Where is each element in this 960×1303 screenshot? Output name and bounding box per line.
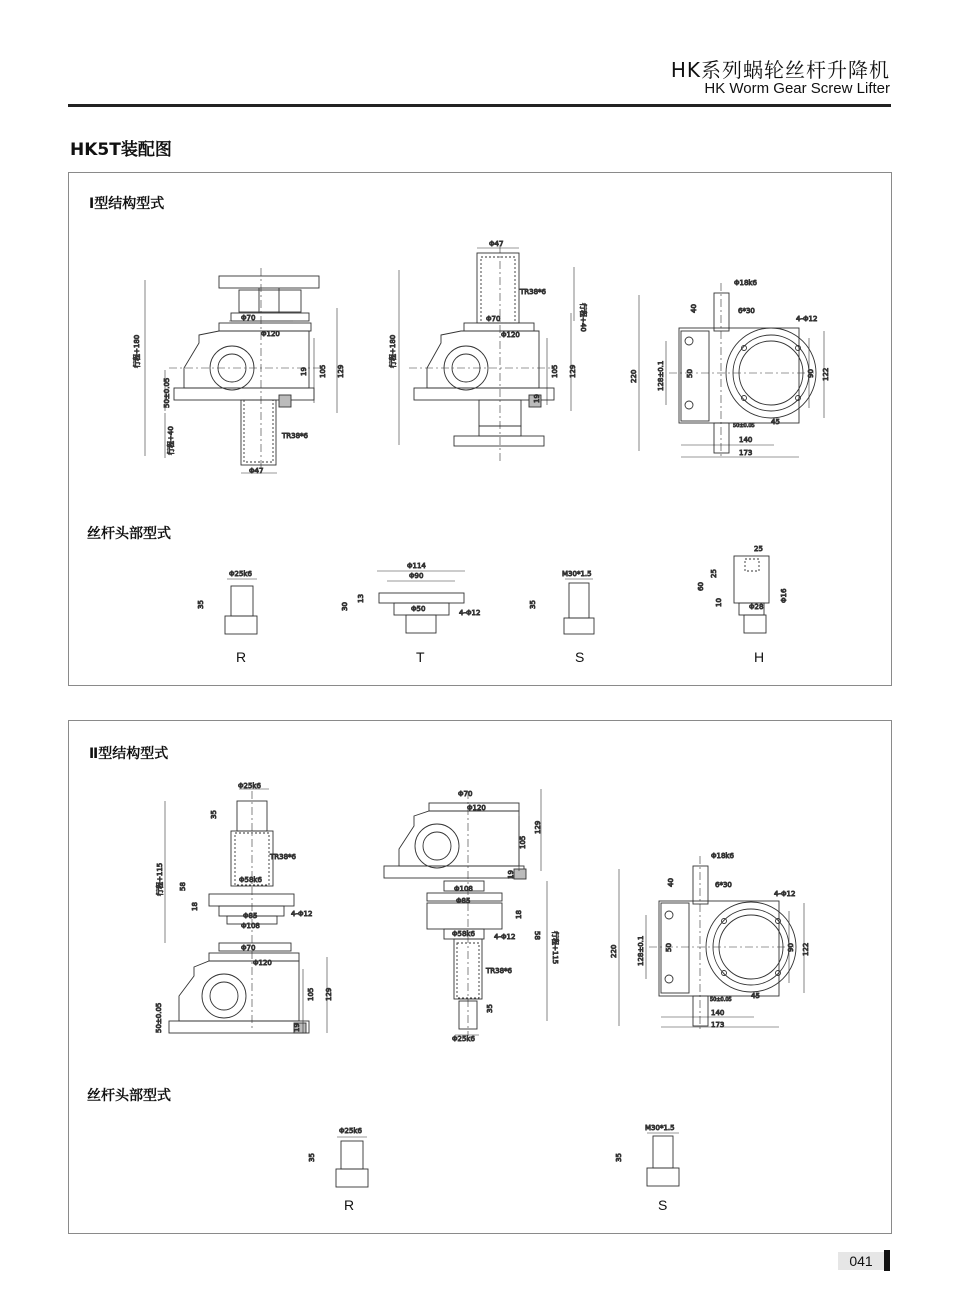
p2-r-35: 35 bbox=[308, 1153, 316, 1162]
p2-d1-phi25k6: Φ25k6 bbox=[238, 782, 261, 790]
p1-d2-19: 19 bbox=[533, 394, 541, 403]
head-s-drawing bbox=[529, 570, 594, 634]
p1-d3-90: 90 bbox=[807, 369, 815, 378]
p2-d3-45: 45 bbox=[751, 992, 760, 1000]
p1-d3-122: 122 bbox=[822, 367, 830, 381]
p2-r-phi: Φ25k6 bbox=[339, 1127, 362, 1135]
drawing-2b-side-view bbox=[384, 789, 560, 1043]
p2-d1-phi70: Φ70 bbox=[241, 944, 256, 952]
p1-d3-small: 50±0.05 bbox=[733, 423, 755, 429]
p2-d1-phi108: Φ108 bbox=[241, 922, 260, 930]
p2-d3-40: 40 bbox=[667, 878, 675, 887]
p2-d1-58: 58 bbox=[179, 882, 187, 891]
p2-d3-90: 90 bbox=[787, 943, 795, 952]
page-number-bar bbox=[884, 1250, 890, 1271]
p1-d1-129: 129 bbox=[337, 364, 345, 378]
p2-d1-129: 129 bbox=[325, 987, 333, 1001]
p1-t-30: 30 bbox=[341, 602, 349, 611]
p1-d2-stroke180: 行程+180 bbox=[389, 334, 397, 368]
p2-d3-phi18k6: Φ18k6 bbox=[711, 852, 734, 860]
p1-d3-deg: 6*30 bbox=[738, 307, 755, 315]
p1-s-35: 35 bbox=[529, 600, 537, 609]
p1-d3-173: 173 bbox=[739, 449, 753, 457]
p2-d3-deg: 6*30 bbox=[715, 881, 732, 889]
p2-d2-holes: 4-Φ12 bbox=[494, 933, 516, 941]
p2-d1-phi120: Φ120 bbox=[253, 959, 272, 967]
header-title-en: HK Worm Gear Screw Lifter bbox=[704, 80, 890, 97]
panel2-title: Ⅱ型结构型式 bbox=[89, 746, 169, 762]
p1-h-60: 60 bbox=[697, 582, 705, 591]
p1-d2-phi120: Φ120 bbox=[501, 331, 520, 339]
p2-d2-19: 19 bbox=[507, 870, 515, 879]
p2-d2-18: 18 bbox=[515, 910, 523, 919]
p1-d2-tr: TR38*6 bbox=[520, 288, 547, 296]
p1-d3-phi18k6: Φ18k6 bbox=[734, 279, 757, 287]
head-s-label: S bbox=[575, 649, 585, 665]
p1-t-holes: 4-Φ12 bbox=[459, 609, 481, 617]
p1-d2-phi47: Φ47 bbox=[489, 240, 504, 248]
p2-d2-phi85: Φ85 bbox=[456, 897, 471, 905]
p2-d3-small: 50±0.05 bbox=[710, 997, 732, 1003]
p2-d2-35: 35 bbox=[486, 1004, 494, 1013]
panel2-head-title: 丝杆头部型式 bbox=[87, 1088, 171, 1104]
p1-r-35: 35 bbox=[197, 600, 205, 609]
drawing-1b-side-view bbox=[388, 240, 588, 463]
panel2-drawings bbox=[69, 721, 891, 1233]
p2-head-s-drawing bbox=[615, 1124, 679, 1186]
p2-d1-18: 18 bbox=[191, 902, 199, 911]
p2-d2-105: 105 bbox=[519, 835, 527, 849]
p2-d2-phi70: Φ70 bbox=[458, 790, 473, 798]
p2-d1-phi85: Φ85 bbox=[243, 912, 258, 920]
drawing-1a-side-view bbox=[132, 268, 345, 475]
p2-d3-128: 128±0.1 bbox=[637, 935, 645, 966]
drawing-1c-top-view bbox=[630, 279, 830, 458]
p2-d2-stroke115: 行程+115 bbox=[551, 931, 559, 965]
p1-d3-holes: 4-Φ12 bbox=[796, 315, 818, 323]
p2-d1-105: 105 bbox=[307, 987, 315, 1001]
p2-head-r-label: R bbox=[344, 1197, 355, 1213]
p1-d1-phi70: Φ70 bbox=[241, 314, 256, 322]
p1-d1-tr: TR38*6 bbox=[282, 432, 309, 440]
p1-d2-129: 129 bbox=[569, 364, 577, 378]
p2-d1-35: 35 bbox=[210, 810, 218, 819]
p1-d3-140: 140 bbox=[739, 436, 753, 444]
drawing-2c-top-view bbox=[610, 852, 810, 1031]
p1-d2-stroke40: 行程+40 bbox=[579, 303, 587, 332]
header-title-cn: HK系列蜗轮丝杆升降机 bbox=[670, 58, 890, 82]
p2-d2-phi58k6: Φ58k6 bbox=[452, 930, 475, 938]
p2-head-r-drawing bbox=[308, 1127, 368, 1187]
p2-d1-phi58k6: Φ58k6 bbox=[239, 876, 262, 884]
p2-d3-220: 220 bbox=[610, 944, 618, 958]
p1-h-10: 10 bbox=[715, 598, 723, 607]
p1-d1-stroke40: 行程+40 bbox=[167, 426, 175, 455]
p2-d2-phi108: Φ108 bbox=[454, 885, 473, 893]
p1-d1-h50: 50±0.05 bbox=[163, 377, 171, 408]
panel-type-1 bbox=[68, 172, 892, 686]
p1-d1-phi47: Φ47 bbox=[249, 467, 264, 475]
p1-h-25b: 25 bbox=[710, 569, 718, 578]
p2-d1-stroke115: 行程+115 bbox=[156, 862, 164, 896]
p1-d1-19: 19 bbox=[300, 367, 308, 376]
p1-d3-128: 128±0.1 bbox=[657, 360, 665, 391]
header-rule bbox=[68, 104, 891, 107]
head-t-drawing bbox=[341, 562, 480, 633]
p2-s-m30: M30*1.5 bbox=[645, 1124, 675, 1132]
p2-d1-h50: 50±0.05 bbox=[155, 1002, 163, 1033]
p1-h-phi28: Φ28 bbox=[749, 603, 764, 611]
p2-d3-holes: 4-Φ12 bbox=[774, 890, 796, 898]
head-r-drawing bbox=[197, 570, 257, 634]
p1-d2-phi70: Φ70 bbox=[486, 315, 501, 323]
p1-t-13: 13 bbox=[357, 594, 365, 603]
p2-d2-129: 129 bbox=[534, 820, 542, 834]
p1-h-25: 25 bbox=[754, 545, 763, 553]
panel-type-2 bbox=[68, 720, 892, 1234]
p2-d1-tr: TR38*6 bbox=[270, 853, 297, 861]
page-number: 041 bbox=[838, 1252, 884, 1270]
head-h-drawing bbox=[697, 545, 788, 633]
p1-d3-220: 220 bbox=[630, 369, 638, 383]
p1-d3-40: 40 bbox=[690, 304, 698, 313]
p2-d2-phi25k6: Φ25k6 bbox=[452, 1035, 475, 1043]
p2-d3-140: 140 bbox=[711, 1009, 725, 1017]
p1-d1-105: 105 bbox=[319, 364, 327, 378]
p2-d2-tr: TR38*6 bbox=[486, 967, 513, 975]
head-h-label: H bbox=[754, 649, 765, 665]
p1-d1-stroke180: 行程+180 bbox=[133, 334, 141, 368]
head-t-label: T bbox=[416, 649, 425, 665]
panel1-drawings bbox=[69, 173, 891, 685]
p2-d2-phi120: Φ120 bbox=[467, 804, 486, 812]
p1-t-phi114: Φ114 bbox=[407, 562, 426, 570]
head-r-label: R bbox=[236, 649, 247, 665]
p2-head-s-label: S bbox=[658, 1197, 668, 1213]
drawing-2a-side-view bbox=[155, 782, 333, 1033]
p1-d3-50: 50 bbox=[686, 369, 694, 378]
p1-s-m30: M30*1.5 bbox=[562, 570, 592, 578]
p1-d1-phi120: Φ120 bbox=[261, 330, 280, 338]
p1-h-phi16: Φ16 bbox=[780, 588, 788, 603]
p1-d3-45: 45 bbox=[771, 418, 780, 426]
p1-t-phi90: Φ90 bbox=[409, 572, 424, 580]
p2-d3-50: 50 bbox=[665, 943, 673, 952]
p1-t-phi50: Φ50 bbox=[411, 605, 426, 613]
p2-d2-58: 58 bbox=[533, 931, 541, 940]
p2-d1-holes: 4-Φ12 bbox=[291, 910, 313, 918]
section-title: HK5T装配图 bbox=[70, 140, 172, 160]
p2-d3-173: 173 bbox=[711, 1021, 725, 1029]
p2-d1-19: 19 bbox=[293, 1023, 301, 1032]
p2-d3-122: 122 bbox=[802, 942, 810, 956]
panel1-head-title: 丝杆头部型式 bbox=[87, 526, 171, 542]
p1-r-phi: Φ25k6 bbox=[229, 570, 252, 578]
panel1-title: Ⅰ型结构型式 bbox=[89, 196, 165, 212]
p2-s-35: 35 bbox=[615, 1153, 623, 1162]
p1-d2-105: 105 bbox=[551, 364, 559, 378]
